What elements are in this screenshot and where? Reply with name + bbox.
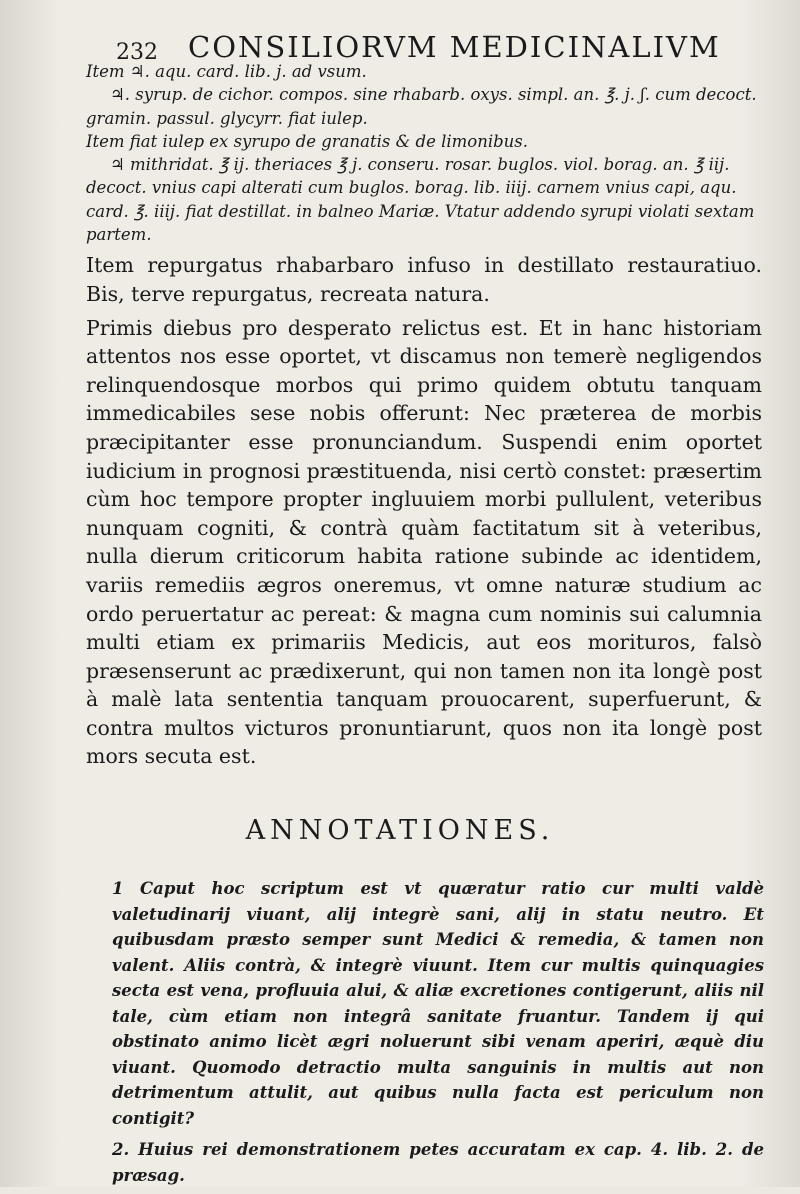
prescription-line: ♃. syrup. de cichor. compos. sine rhabarb. oxys. simpl. an. ℥. j. ʃ. cum decoct. gramin. passul. glycyrr. fiat iulep. (86, 85, 757, 128)
annotations-block (112, 876, 764, 1194)
prescription-line: ♃ mithridat. ℥ ij. theriaces ℥ j. conseru. rosar. buglos. viol. borag. an. ℥ iij. decoct. vnius capi alterati cum buglos. borag. lib. iiij. carnem vnius capi, aqu. card. ℥. iiij. fiat destillat. in balneo Mariæ. Vtatur addendo syrupi violati sextam partem. (86, 155, 755, 245)
body-paragraph: Primis diebus pro desperato relictus est. Et in hanc historiam attentos nos esse oportet, vt discamus non temerè negligendos relinquendosque morbos qui primo quidem obtutu tanquam immedicabiles sese nobis offerunt: Nec præterea de morbis præcipitanter esse pronunciandum. Suspendi enim oportet iudicium in prognosi præstituenda, nisi certò constet: præsertim cùm hoc tempore propter ingluuiem morbi pullulent, veteribus nunquam cogniti, & contrà quàm factitatum sit à veteribus, nulla dierum criticorum habita ratione subinde ac identidem, variis remediis ægros oneremus, vt omne naturæ studium ac ordo peruertatur ac pereat: & magna cum nominis sui calumnia multi etiam ex primariis Medicis, aut eos morituros, falsò præsenserunt ac prædixerunt, qui non tamen non ita longè post à malè lata sententia tanquam prouocarent, superfuerunt, & contra multos victuros pronuntiarunt, quos non ita longè post mors secuta est. (86, 315, 762, 769)
prescription-line: Item fiat iulep ex syrupo de granatis & de limonibus. (86, 131, 529, 151)
running-head: CONSILIORVM MEDICINALIVM (188, 30, 721, 64)
page-number: 232 (116, 40, 158, 65)
annotation-note: 2. Huius rei demonstrationem petes accuratam ex cap. 4. lib. 2. de præsag. (112, 1140, 764, 1185)
annotation-note: 1 Caput hoc scriptum est vt quæratur ratio cur multi valdè valetudinarij viuant, alij integrè sani, alij in statu neutro. Et quibusdam præsto semper sunt Medici & remedia, & tamen non valent. Aliis contrà, & integrè viuunt. Item cur multis quinquagies secta est vena, profluuia alui, & aliæ excretiones contigerunt, aliis nil tale, cùm etiam non integrâ sanitate fruantur. Tandem ij qui obstinato animo licèt ægri noluerunt sibi venam aperiri, æquè diu viuant. Quomodo detractio multa sanguinis in multis aut non detrimentum attulit, aut quibus nulla facta est periculum non contigit? (112, 879, 764, 1128)
section-title: ANNOTATIONES. (245, 815, 555, 846)
prescription-line: Item ♃. aqu. card. lib. j. ad vsum. (86, 62, 367, 81)
body-paragraph: Item repurgatus rhabarbaro infuso in destillato restauratiuo. Bis, terve repurgatus, recreata natura. (86, 253, 762, 306)
main-body (86, 60, 762, 771)
